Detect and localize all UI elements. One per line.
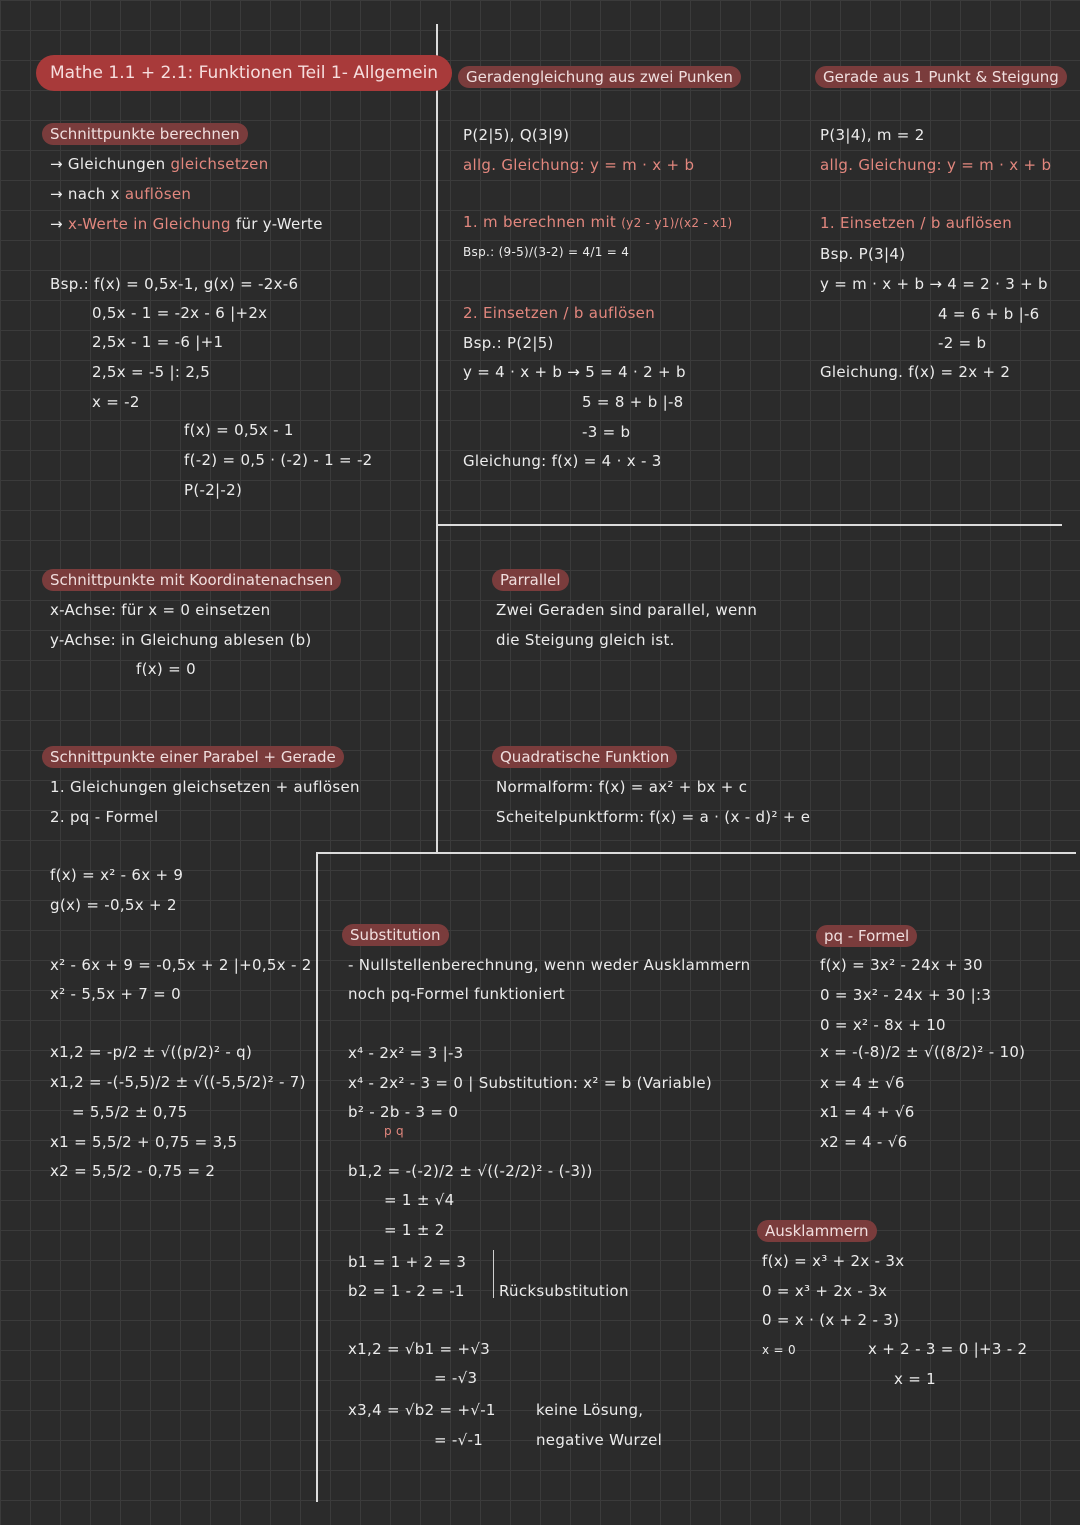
pq-line-5: x = 4 ± √6 — [820, 1074, 905, 1092]
ex-line-4: 2,5x = -5 |: 2,5 — [92, 363, 211, 381]
subst-line-9: b2 = 1 - 2 = -1 — [348, 1282, 465, 1300]
subst-line-8: b1 = 1 + 2 = 3 — [348, 1253, 467, 1271]
gerade-line-10: Gleichung: f(x) = 4 · x - 3 — [463, 452, 662, 470]
parabel-line-3: x² - 6x + 9 = -0,5x + 2 |+0,5x - 2 — [50, 956, 312, 974]
aus-line-6: x = 1 — [894, 1370, 937, 1388]
aus-line-4: x = 0 — [762, 1343, 796, 1357]
punkt-line-7: -2 = b — [938, 334, 987, 352]
parabel-line-2: g(x) = -0,5x + 2 — [50, 896, 177, 914]
gerade-line-3-a: 1. m berechnen mit — [463, 213, 617, 231]
step-1-a: → Gleichungen — [50, 155, 166, 173]
step-2-a: → nach x — [50, 185, 120, 203]
gerade-line-8: 5 = 8 + b |-8 — [582, 393, 684, 411]
heading-ausklammern: Ausklammern — [757, 1220, 877, 1242]
subst-line-2: x⁴ - 2x² - 3 = 0 | Substitution: x² = b (Variable) — [348, 1074, 713, 1092]
step-3-arrow: → — [50, 215, 63, 233]
step-3 — [50, 215, 323, 233]
step-1 — [50, 155, 269, 173]
axes-y: y-Achse: in Gleichung ablesen (b) — [50, 631, 312, 649]
quad-line-1: Normalform: f(x) = ax² + bx + c — [496, 778, 748, 796]
axes-y2: f(x) = 0 — [136, 660, 196, 678]
divider-horizontal-bottom — [316, 852, 1076, 854]
parabel-step-2: 2. pq - Formel — [50, 808, 159, 826]
punkt-line-5: y = m · x + b → 4 = 2 · 3 + b — [820, 275, 1048, 293]
aus-line-5: x + 2 - 3 = 0 |+3 - 2 — [868, 1340, 1028, 1358]
pq-line-3: 0 = x² - 8x + 10 — [820, 1016, 946, 1034]
subst-ruecksubstitution: Rücksubstitution — [499, 1282, 629, 1300]
gerade-line-7: y = 4 · x + b → 5 = 4 · 2 + b — [463, 363, 686, 381]
punkt-line-6: 4 = 6 + b |-6 — [938, 305, 1040, 323]
ex-line-3: 2,5x - 1 = -6 |+1 — [92, 333, 224, 351]
gerade-line-4: Bsp.: (9-5)/(3-2) = 4/1 = 4 — [463, 245, 630, 259]
quad-line-2: Scheitelpunktform: f(x) = a · (x - d)² + e — [496, 808, 811, 826]
parabel-line-4: x² - 5,5x + 7 = 0 — [50, 985, 181, 1003]
ex-line-8: P(-2|-2) — [184, 481, 243, 499]
page-title: Mathe 1.1 + 2.1: Funktionen Teil 1- Allgemein — [36, 55, 452, 91]
subst-line-13: x3,4 = √b2 = +√-1 — [348, 1401, 496, 1419]
step-3-b: für y-Werte — [235, 215, 323, 233]
subst-line-7: = 1 ± 2 — [384, 1221, 445, 1239]
subst-note-2: negative Wurzel — [536, 1431, 663, 1449]
subst-pq-labels: p q — [384, 1124, 404, 1138]
parabel-line-6: x1,2 = -(-5,5)/2 ± √((-5,5/2)² - 7) — [50, 1073, 306, 1091]
ex-line-1: Bsp.: f(x) = 0,5x-1, g(x) = -2x-6 — [50, 275, 299, 293]
aus-line-3: 0 = x · (x + 2 - 3) — [762, 1311, 900, 1329]
subst-line-14: = -√-1 — [434, 1431, 484, 1449]
punkt-line-2: allg. Gleichung: y = m · x + b — [820, 156, 1052, 174]
heading-gerade-punkt-steigung: Gerade aus 1 Punkt & Steigung — [815, 66, 1067, 88]
pq-line-2: 0 = 3x² - 24x + 30 |:3 — [820, 986, 992, 1004]
ex-line-5: x = -2 — [92, 393, 140, 411]
subst-line-1: x⁴ - 2x² = 3 |-3 — [348, 1044, 464, 1062]
heading-parallel: Parrallel — [492, 569, 569, 591]
ex-line-6: f(x) = 0,5x - 1 — [184, 421, 294, 439]
heading-koordinatenachsen: Schnittpunkte mit Koordinatenachsen — [42, 569, 341, 591]
divider-horizontal-top — [436, 524, 1062, 526]
heading-geradengleichung: Geradengleichung aus zwei Punken — [458, 66, 741, 88]
parallel-line-1: Zwei Geraden sind parallel, wenn — [496, 601, 758, 619]
ex-line-7: f(-2) = 0,5 · (-2) - 1 = -2 — [184, 451, 373, 469]
parabel-line-1: f(x) = x² - 6x + 9 — [50, 866, 184, 884]
punkt-line-4: Bsp. P(3|4) — [820, 245, 906, 263]
parabel-line-5: x1,2 = -p/2 ± √((p/2)² - q) — [50, 1043, 253, 1061]
subst-line-5: b1,2 = -(-2)/2 ± √((-2/2)² - (-3)) — [348, 1162, 593, 1180]
gerade-line-5: 2. Einsetzen / b auflösen — [463, 304, 656, 322]
subst-line-3: b² - 2b - 3 = 0 — [348, 1103, 459, 1121]
parabel-line-9: x2 = 5,5/2 - 0,75 = 2 — [50, 1162, 216, 1180]
heading-substitution: Substitution — [342, 924, 449, 946]
gerade-line-1: P(2|5), Q(3|9) — [463, 126, 570, 144]
ruecksubstitution-bar — [493, 1250, 494, 1298]
parabel-line-7: = 5,5/2 ± 0,75 — [72, 1103, 188, 1121]
pq-line-7: x2 = 4 - √6 — [820, 1133, 908, 1151]
step-1-b: gleichsetzen — [170, 155, 269, 173]
heading-parabel-gerade: Schnittpunkte einer Parabel + Gerade — [42, 746, 344, 768]
heading-schnittpunkte: Schnittpunkte berechnen — [42, 123, 248, 145]
parallel-line-2: die Steigung gleich ist. — [496, 631, 675, 649]
pq-line-6: x1 = 4 + √6 — [820, 1103, 915, 1121]
aus-line-2: 0 = x³ + 2x - 3x — [762, 1282, 888, 1300]
subst-line-11: x1,2 = √b1 = +√3 — [348, 1340, 491, 1358]
gerade-line-6: Bsp.: P(2|5) — [463, 334, 554, 352]
pq-line-1: f(x) = 3x² - 24x + 30 — [820, 956, 983, 974]
heading-pq-formel: pq - Formel — [816, 925, 917, 947]
heading-quadratische-funktion: Quadratische Funktion — [492, 746, 677, 768]
gerade-line-2: allg. Gleichung: y = m · x + b — [463, 156, 695, 174]
subst-intro-1: - Nullstellenberechnung, wenn weder Ausklammern — [348, 956, 751, 974]
aus-line-1: f(x) = x³ + 2x - 3x — [762, 1252, 905, 1270]
punkt-line-8: Gleichung. f(x) = 2x + 2 — [820, 363, 1011, 381]
punkt-line-3: 1. Einsetzen / b auflösen — [820, 214, 1013, 232]
punkt-line-1: P(3|4), m = 2 — [820, 126, 925, 144]
step-2 — [50, 185, 191, 203]
ex-line-2: 0,5x - 1 = -2x - 6 |+2x — [92, 304, 268, 322]
subst-note-1: keine Lösung, — [536, 1401, 644, 1419]
step-3-a: x-Werte in Gleichung — [67, 215, 231, 233]
divider-vertical-left — [436, 24, 438, 852]
step-2-b: auflösen — [124, 185, 192, 203]
subst-intro-2: noch pq-Formel funktioniert — [348, 985, 565, 1003]
subst-line-12: = -√3 — [434, 1369, 478, 1387]
divider-vertical-bottom — [316, 852, 318, 1502]
pq-line-4: x = -(-8)/2 ± √((8/2)² - 10) — [820, 1043, 1026, 1061]
gerade-line-9: -3 = b — [582, 423, 631, 441]
gerade-line-3-b: (y2 - y1)/(x2 - x1) — [621, 216, 733, 230]
parabel-step-1: 1. Gleichungen gleichsetzen + auflösen — [50, 778, 360, 796]
parabel-line-8: x1 = 5,5/2 + 0,75 = 3,5 — [50, 1133, 238, 1151]
axes-x: x-Achse: für x = 0 einsetzen — [50, 601, 271, 619]
subst-line-6: = 1 ± √4 — [384, 1191, 455, 1209]
gerade-line-3 — [463, 213, 733, 231]
